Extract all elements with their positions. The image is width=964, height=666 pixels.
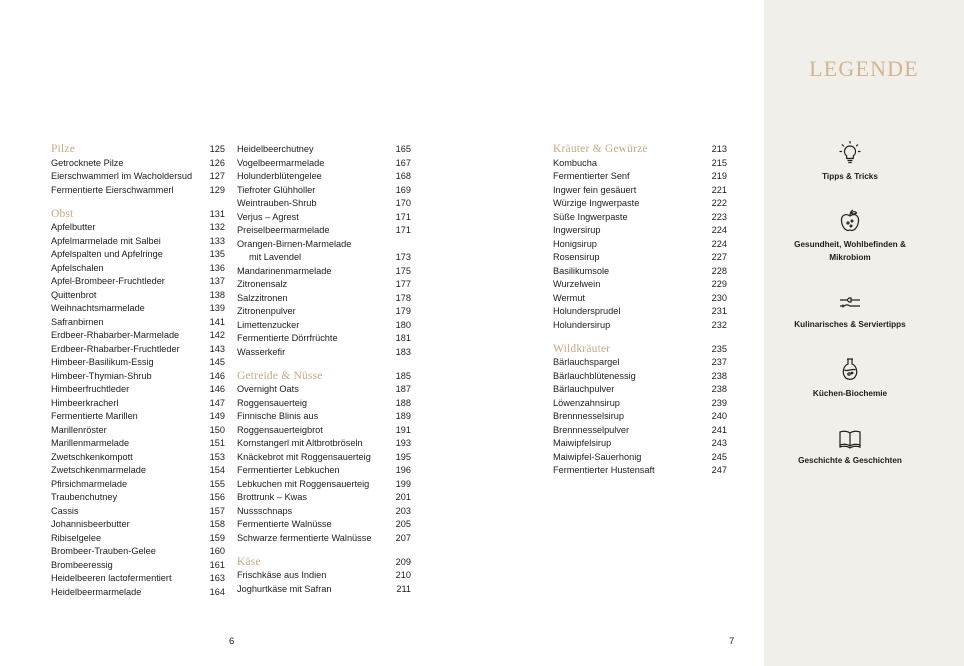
toc-entry-label: Overnight Oats: [237, 384, 299, 394]
toc-entry: [51, 464, 225, 478]
toc-section-pilze: [51, 143, 225, 197]
toc-entry-label: Verjus – Agrest: [237, 211, 299, 222]
toc-entry-page: 151: [209, 438, 225, 448]
toc-entry-label: Apfelbutter: [51, 222, 96, 232]
toc-entry: [237, 569, 411, 583]
toc-entry: [51, 356, 225, 370]
toc-entry-page: 241: [711, 424, 727, 435]
toc-entry-label: Bärlauchpulver: [553, 384, 615, 394]
toc-entry: [553, 238, 727, 252]
toc-entry-label: Marillenmarmelade: [51, 438, 130, 448]
toc-entry-label: Orangen-Birnen-Marmelade: [237, 238, 352, 249]
toc-entry-page: 245: [711, 451, 727, 462]
toc-entry-page: 175: [395, 265, 411, 276]
legend-item-health: [764, 208, 936, 264]
toc-entry-label: Marillenröster: [51, 424, 107, 435]
toc-entry: [237, 265, 411, 279]
toc-entry: [51, 235, 225, 249]
section-heading: [51, 143, 225, 157]
toc-entry-label: Heidelbeerchutney: [237, 144, 314, 154]
toc-entry-page: 149: [209, 411, 225, 421]
toc-entry-label: Maiwipfelsirup: [553, 438, 612, 448]
toc-entry: [51, 586, 225, 600]
toc-entry-page: 138: [209, 289, 225, 300]
toc-entry-page: 188: [395, 397, 411, 408]
legend-item-tips: [764, 140, 936, 183]
toc-entry-label: Ingwersirup: [553, 225, 601, 235]
toc-entry-label: Apfelmarmelade mit Salbei: [51, 235, 161, 246]
toc-entry: [553, 410, 727, 424]
toc-entry-label: Würzige Ingwerpaste: [553, 198, 640, 208]
toc-entry-label: Safranbirnen: [51, 316, 104, 327]
toc-entry: [553, 424, 727, 438]
toc-entry-label: Getrocknete Pilze: [51, 157, 124, 168]
toc-entry-label: Traubenchutney: [51, 492, 118, 502]
toc-entry-label: Zitronenpulver: [237, 306, 296, 316]
toc-entry-label: Himbeerkracherl: [51, 397, 119, 408]
toc-entry: [237, 251, 411, 265]
toc-entry-label: Brennnesselsirup: [553, 411, 624, 421]
toc-entry-page: 195: [395, 451, 411, 462]
toc-entry-label: Holundersirup: [553, 319, 611, 330]
toc-entry-label: Zwetschkenmarmelade: [51, 465, 146, 475]
toc-entry: [553, 356, 727, 370]
toc-entry-page: 157: [209, 505, 225, 516]
toc-entry: [51, 157, 225, 171]
toc-entry-page: 237: [711, 357, 727, 367]
toc-entry: [237, 478, 411, 492]
toc-entry-page: 228: [711, 265, 727, 276]
toc-entry-label: Kornstangerl mit Altbrotbröseln: [237, 438, 363, 448]
toc-entry-page: 170: [395, 198, 411, 208]
toc-entry-label: Fermentierter Hustensaft: [553, 465, 655, 475]
flask-icon: [838, 357, 862, 383]
toc-entry-label: Frischkäse aus Indien: [237, 570, 327, 580]
toc-entry: [237, 437, 411, 451]
page-number-right: 7: [729, 636, 735, 647]
toc-entry-page: 221: [711, 184, 727, 195]
toc-entry-label: Preiselbeermarmelade: [237, 225, 330, 235]
toc-entry-page: 196: [395, 465, 411, 475]
toc-entry-page: 180: [395, 319, 411, 330]
toc-entry-page: 164: [209, 586, 225, 597]
toc-entry-label: Quittenbrot: [51, 289, 97, 300]
section-heading: [237, 370, 411, 384]
toc-entry-label: Basilikumsole: [553, 265, 610, 276]
toc-entry: [51, 532, 225, 546]
toc-entry-page: 159: [209, 532, 225, 543]
toc-entry: [237, 424, 411, 438]
legend-item-culinary: [764, 292, 936, 331]
toc-entry-label: Lebkuchen mit Roggensauerteig: [237, 478, 370, 489]
toc-entry-page: 181: [395, 333, 411, 343]
toc-entry-label: Mandarinenmarmelade: [237, 265, 332, 276]
toc-entry: [51, 170, 225, 184]
toc-entry-page: 171: [395, 225, 411, 235]
toc-entry-page: 183: [395, 346, 411, 357]
toc-entry-page: 238: [711, 370, 727, 381]
cutlery-icon: [838, 292, 862, 314]
page-number-left: 6: [229, 636, 235, 647]
toc-column-3: [553, 143, 727, 478]
section-title: Getreide & Nüsse: [237, 369, 323, 382]
toc-entry-page: 232: [711, 319, 727, 330]
toc-entry-page: 247: [711, 465, 727, 475]
toc-entry-page: 191: [395, 424, 411, 435]
toc-entry: [51, 221, 225, 235]
toc-entry-page: 129: [209, 184, 225, 195]
toc-entry-page: 201: [395, 492, 411, 502]
toc-entry-page: 227: [711, 252, 727, 262]
toc-entry-page: 171: [395, 211, 411, 222]
legend-label: Tipps & Tricks: [822, 172, 878, 181]
toc-entry: [553, 305, 727, 319]
toc-entry: [237, 170, 411, 184]
toc-entry: [51, 316, 225, 330]
toc-entry-page: 179: [395, 306, 411, 316]
toc-entry-label: Holunderblütengelee: [237, 171, 322, 181]
toc-entry: [51, 478, 225, 492]
toc-entry-label: Brombeeressig: [51, 559, 113, 570]
toc-entry-page: 243: [711, 438, 727, 448]
toc-entry-page: 210: [395, 570, 411, 580]
toc-entry-label: Fermentierter Senf: [553, 171, 630, 181]
toc-entry-label: Schwarze fermentierte Walnüsse: [237, 532, 372, 543]
toc-entry: [237, 532, 411, 546]
toc-entry: [51, 572, 225, 586]
toc-column-2: [237, 143, 411, 596]
toc-entry-page: 143: [209, 343, 225, 354]
toc-entry-label: Heidelbeermarmelade: [51, 586, 142, 597]
toc-entry: [51, 302, 225, 316]
apple-icon: [838, 208, 862, 234]
toc-entry: [237, 143, 411, 157]
toc-entry-page: 203: [395, 505, 411, 516]
toc-entry-label: Ribiselgelee: [51, 532, 102, 543]
toc-entry-page: 211: [396, 583, 411, 594]
toc-entry: [237, 397, 411, 411]
toc-entry-label: Fermentierte Walnüsse: [237, 519, 332, 529]
toc-entry-label: Apfelspalten und Apfelringe: [51, 249, 163, 259]
toc-entry-page: 136: [209, 262, 225, 273]
legend-label: Gesundheit, Wohlbefinden & Mikrobiom: [794, 240, 906, 262]
toc-entry-page: 139: [209, 303, 225, 313]
toc-entry-label: Honigsirup: [553, 238, 597, 249]
section-heading: [553, 143, 727, 157]
toc-entry-label: Erdbeer-Rhabarber-Marmelade: [51, 330, 180, 340]
toc-entry-page: 178: [395, 292, 411, 303]
toc-entry-label: Bärlauchspargel: [553, 357, 620, 367]
toc-entry: [237, 305, 411, 319]
toc-entry-page: 222: [711, 198, 727, 208]
toc-entry: [237, 224, 411, 238]
toc-entry-page: 163: [209, 573, 225, 583]
toc-entry-page: 219: [711, 171, 727, 181]
legend-label: Geschichte & Geschichten: [798, 456, 902, 465]
toc-entry-page: 187: [395, 384, 411, 394]
toc-entry: [237, 451, 411, 465]
section-heading: [237, 556, 411, 570]
toc-entry-page: 238: [711, 384, 727, 394]
toc-entry-page: 135: [209, 249, 225, 259]
toc-entry-page: 145: [209, 357, 225, 367]
toc-entry: [51, 184, 225, 198]
toc-entry-page: 169: [395, 184, 411, 195]
toc-entry-label: Fermentierter Lebkuchen: [237, 465, 340, 475]
lightbulb-icon: [838, 140, 862, 166]
toc-entry: [237, 383, 411, 397]
toc-section-obst-continued: [237, 143, 411, 359]
toc-entry-label: Erdbeer-Rhabarber-Fruchtleder: [51, 343, 180, 354]
legend-title: LEGENDE: [809, 56, 919, 81]
toc-section-kraeuter: [553, 143, 727, 332]
toc-entry-label: Wasserkefir: [237, 346, 286, 357]
toc-entry: [51, 505, 225, 519]
toc-entry-page: 147: [209, 397, 225, 408]
toc-entry-page: 177: [395, 279, 411, 289]
toc-entry-label: Joghurtkäse mit Safran: [237, 583, 332, 594]
toc-entry-label: Finnische Blinis aus: [237, 411, 319, 421]
toc-entry-label: Himbeer-Thymian-Shrub: [51, 370, 152, 381]
toc-entry: [553, 437, 727, 451]
toc-entry: [237, 278, 411, 292]
toc-entry: [51, 383, 225, 397]
toc-entry-label: Johannisbeerbutter: [51, 519, 130, 529]
toc-entry: [553, 251, 727, 265]
toc-entry: [51, 424, 225, 438]
toc-entry-page: 173: [395, 252, 411, 262]
toc-entry-page: 142: [209, 330, 225, 340]
section-page: 125: [209, 144, 225, 154]
toc-entry: [51, 559, 225, 573]
toc-entry: [237, 197, 411, 211]
section-title: Pilze: [51, 143, 75, 155]
toc-entry: [51, 545, 225, 559]
toc-entry: [51, 410, 225, 424]
toc-entry-label: Weihnachtsmarmelade: [51, 303, 145, 313]
toc-entry-label: Zwetschkenkompott: [51, 451, 133, 462]
toc-entry: [237, 491, 411, 505]
toc-entry-page: 155: [209, 478, 225, 489]
toc-entry-label: Fermentierte Eierschwammerl: [51, 184, 174, 195]
toc-entry-page: 137: [209, 276, 225, 286]
toc-entry-page: 239: [711, 397, 727, 408]
toc-entry-page: 160: [209, 546, 225, 556]
legend-label: Kulinarisches & Serviertipps: [794, 320, 906, 329]
section-title: Käse: [237, 555, 261, 568]
toc-entry-label: Fermentierte Marillen: [51, 411, 138, 421]
toc-entry: [237, 332, 411, 346]
toc-entry: [51, 491, 225, 505]
toc-entry-page: 126: [209, 157, 225, 168]
toc-entry: [553, 451, 727, 465]
legend-item-biochem: [764, 357, 936, 400]
toc-entry-page: 127: [209, 171, 225, 181]
legend-item-history: [764, 428, 936, 467]
toc-entry-page: 189: [395, 411, 411, 421]
section-title: Obst: [51, 207, 74, 220]
toc-section-wildkraeuter: [553, 343, 727, 478]
toc-entry-page: 229: [711, 279, 727, 289]
toc-entry: [51, 343, 225, 357]
toc-entry: [51, 437, 225, 451]
toc-entry-page: 207: [395, 532, 411, 543]
section-title: Kräuter & Gewürze: [553, 143, 648, 155]
toc-entry: [553, 224, 727, 238]
toc-entry-label: Cassis: [51, 505, 79, 516]
toc-entry: [51, 275, 225, 289]
toc-entry-label: Bärlauchblütenessig: [553, 370, 636, 381]
toc-entry-page: 199: [395, 478, 411, 489]
toc-entry: [51, 289, 225, 303]
toc-entry: [553, 170, 727, 184]
toc-entry: [237, 292, 411, 306]
toc-entry-label: Ingwer fein gesäuert: [553, 184, 637, 195]
toc-entry: [51, 397, 225, 411]
toc-entry-label: Limettenzucker: [237, 319, 300, 330]
toc-entry-label: Salzzitronen: [237, 292, 288, 303]
toc-section-kaese: [237, 556, 411, 597]
legend-sidebar: [764, 0, 964, 666]
toc-entry-page: 156: [209, 492, 225, 502]
section-page: 131: [209, 208, 225, 219]
toc-entry-page: 161: [209, 559, 225, 570]
toc-entry-label: Pfirsichmarmelade: [51, 478, 128, 489]
section-page: 213: [711, 144, 727, 154]
toc-entry: [51, 370, 225, 384]
toc-entry-label: Weintrauben-Shrub: [237, 198, 317, 208]
toc-entry-label: Vogelbeermarmelade: [237, 157, 325, 168]
toc-entry: [553, 397, 727, 411]
toc-section-getreide: [237, 370, 411, 546]
toc-entry-page: 168: [395, 171, 411, 181]
toc-entry: [51, 262, 225, 276]
toc-entry: [553, 184, 727, 198]
toc-entry: [553, 278, 727, 292]
toc-entry-label: Heidelbeeren lactofermentiert: [51, 573, 172, 583]
toc-entry-page: 133: [209, 235, 225, 246]
toc-entry-label: Roggensauerteig: [237, 397, 307, 408]
toc-entry: [237, 583, 411, 597]
toc-entry: [553, 197, 727, 211]
section-title: Wildkräuter: [553, 342, 611, 355]
toc-entry-label: Fermentierte Dörrfrüchte: [237, 333, 338, 343]
toc-entry-label: Brombeer-Trauben-Gelee: [51, 546, 156, 556]
toc-entry-page: 215: [711, 157, 727, 168]
toc-entry-page: 158: [209, 519, 225, 529]
toc-entry-page: 132: [209, 222, 225, 232]
toc-section-obst: [51, 208, 225, 600]
toc-entry: [237, 157, 411, 171]
toc-entry: [237, 346, 411, 360]
toc-entry-page: 146: [209, 370, 225, 381]
toc-entry-page: 193: [395, 438, 411, 448]
toc-entry: [51, 451, 225, 465]
toc-entry: [51, 329, 225, 343]
toc-entry: [237, 410, 411, 424]
toc-entry-page: 240: [711, 411, 727, 421]
toc-entry: [237, 211, 411, 225]
toc-entry-label: Apfelschalen: [51, 262, 104, 273]
toc-entry-label: mit Lavendel: [249, 252, 302, 262]
toc-entry-page: 167: [395, 157, 411, 168]
toc-column-1: [51, 143, 225, 599]
section-heading: [553, 343, 727, 357]
toc-entry-page: 224: [711, 225, 727, 235]
toc-entry: [553, 265, 727, 279]
toc-entry-label: Holundersprudel: [553, 306, 621, 316]
toc-entry-label: Zitronensalz: [237, 279, 288, 289]
toc-entry-label: Himbeerfruchtleder: [51, 384, 130, 394]
toc-entry-label: Maiwipfel-Sauerhonig: [553, 451, 642, 462]
toc-entry: [51, 518, 225, 532]
section-page: 209: [395, 556, 411, 567]
section-heading: [51, 208, 225, 222]
toc-entry-label: Wermut: [553, 292, 585, 303]
toc-entry: [237, 505, 411, 519]
section-page: 235: [711, 343, 727, 354]
toc-entry-label: Tiefroter Glühholler: [237, 184, 316, 195]
toc-entry-label: Roggensauerteigbrot: [237, 424, 323, 435]
legend-label: Küchen-Biochemie: [812, 389, 888, 398]
toc-entry: [237, 184, 411, 198]
toc-entry-label: Nussschnaps: [237, 505, 293, 516]
toc-entry-page: 224: [711, 238, 727, 249]
toc-entry: [237, 319, 411, 333]
toc-entry-page: 146: [209, 384, 225, 394]
toc-entry-label: Apfel-Brombeer-Fruchtleder: [51, 276, 165, 286]
toc-entry-page: 150: [209, 424, 225, 435]
toc-entry-page: 230: [711, 292, 727, 303]
toc-entry-label: Eierschwammerl im Wacholdersud: [51, 171, 193, 181]
toc-entry-label: Süße Ingwerpaste: [553, 211, 628, 222]
toc-entry: [237, 464, 411, 478]
book-icon: [838, 428, 862, 450]
toc-entry-page: 231: [711, 306, 727, 316]
toc-entry-page: 223: [711, 211, 727, 222]
toc-entry: [553, 370, 727, 384]
toc-entry-page: 154: [209, 465, 225, 475]
toc-entry: [553, 319, 727, 333]
toc-entry: [553, 464, 727, 478]
toc-entry-page: 205: [395, 519, 411, 529]
toc-entry-label: Brottrunk – Kwas: [237, 492, 307, 502]
toc-entry: [553, 383, 727, 397]
toc-entry-label: Wurzelwein: [553, 279, 601, 289]
toc-entry-page: 165: [395, 144, 411, 154]
toc-entry: [51, 248, 225, 262]
toc-entry: [553, 292, 727, 306]
toc-entry-label: Löwenzahnsirup: [553, 397, 620, 408]
toc-entry: [237, 238, 411, 252]
toc-entry: [553, 157, 727, 171]
toc-entry-label: Knäckebrot mit Roggensauerteig: [237, 451, 371, 462]
toc-entry-label: Rosensirup: [553, 252, 600, 262]
toc-entry-label: Kombucha: [553, 157, 597, 168]
toc-entry-label: Himbeer-Basilikum-Essig: [51, 357, 154, 367]
toc-entry-label: Brennnesselpulver: [553, 424, 630, 435]
toc-entry-page: 153: [209, 451, 225, 462]
toc-entry: [553, 211, 727, 225]
toc-entry-page: 141: [209, 316, 225, 327]
section-page: 185: [395, 370, 411, 381]
toc-entry: [237, 518, 411, 532]
